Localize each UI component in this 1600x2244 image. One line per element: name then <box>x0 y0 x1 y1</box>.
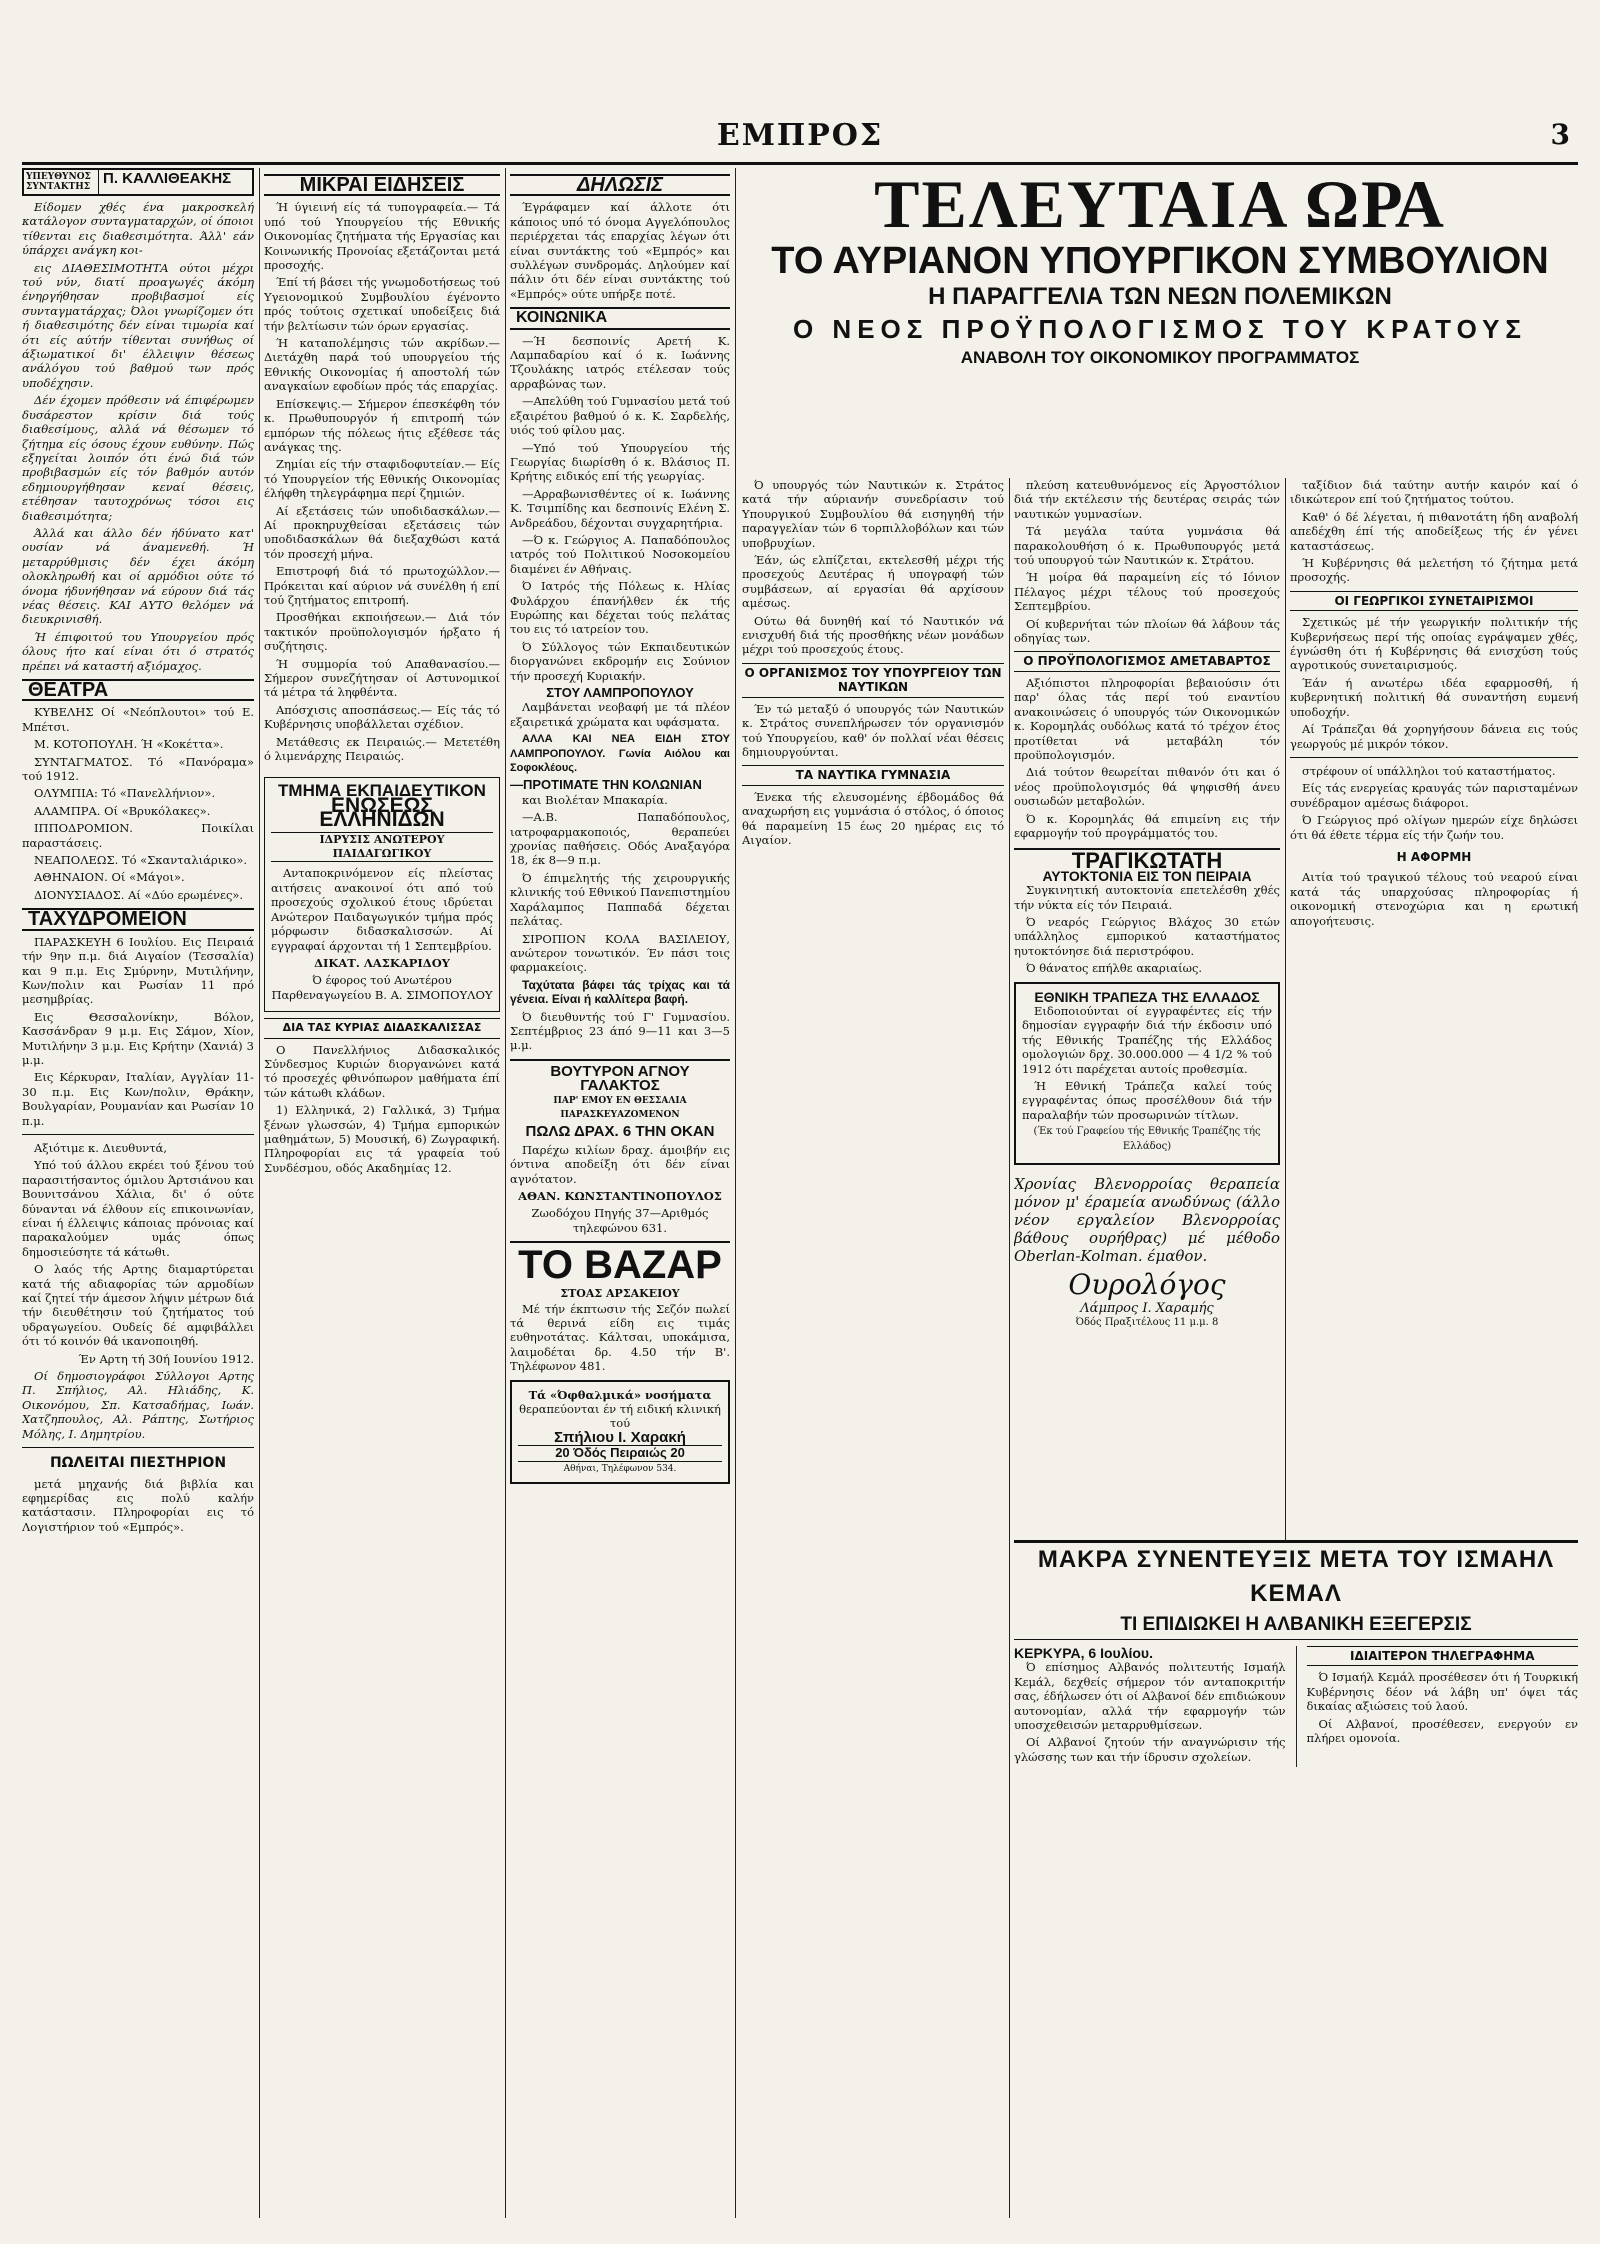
divider <box>22 1447 254 1448</box>
urologist-title: Ουρολόγος <box>1068 1268 1226 1302</box>
telegram-left <box>1014 1646 1286 1767</box>
social-item: —Υπό τού Υπουργείου τής Γεωργίας διωρίσθη ό κ. Βλάσιος Π. Κρήτης ειδικός επί τής γεωργίας. <box>510 440 730 484</box>
urologist-ad <box>1014 1175 1280 1331</box>
letter-paragraph: Υπό τού άλλου εκρέει τού ξένου τού παρασιτήσαντος όμιλου Άρτσιάνου και Βουνιτσάνου Χάλια, δι' ό ούτε δύνανται νά έλθουν είς επικοινωνίαν, είναι ή έλλειψις κάποιας πρόνοιας καί παρακαλούμεν υμάς όπως δημοσιεύσητε τά κάτωθι. <box>22 1158 254 1259</box>
butter-body: Παρέχω κιλίων δραχ. άμοιβήν εις όντινα αποδείξη ότι δέν είναι αγνότατον. <box>510 1142 730 1186</box>
telegram-paragraph: Ό επίσημος Αλβανός πολιτευτής Ισμαήλ Κεμάλ, δεχθείς σήμερον τόν ανταποκριτήν σας, έδήλωσεν ότι οί Αλβανοί δέν επιδιώκουν αυτονομίαν, αλλά τήν εφαρμογήν τών υποσχεθεισών μεταρρυθμίσεων. <box>1014 1660 1286 1733</box>
notice-item: Ό Ιατρός τής Πόλεως κ. Ηλίας Φυλάρχου έπανήλθεν έκ τής Ευρώπης και δέχεται τούς πελάτας του εις τό ιατρείον του. <box>510 579 730 637</box>
theatre-item: ΟΛΥΜΠΙΑ: Τό «Πανελλήνιον». <box>34 786 216 801</box>
latest-hour-title: ΤΕΛΕΥΤΑΙΑ ΩΡΑ <box>874 166 1446 242</box>
divider <box>1290 757 1578 758</box>
article-paragraph: πλεύση κατευθυνόμενος είς Άργοστόλιον διά τήν εκτέλεσιν τής δευτέρας σειράς τών ναυτικών γυμνασίων. <box>1014 478 1280 521</box>
article-paragraph: Ή Κυβέρνησις θά μελετήση τό ζήτημα μετά προσοχής. <box>1290 556 1578 585</box>
news-item: Ζημίαι είς τήν σταφιδοφυτείαν.— Είς τό Υπουργείον τής Εθνικής Οικονομίας έλήφθη τηλεγράφημα περί ζημιών. <box>264 457 500 501</box>
news-item: Έπί τή βάσει τής γνωμοδοτήσεως τού Υγειονομικού Συμβουλίου έγένοντο πρός τούτοις σχετικαί υποδείξεις διά τήν βελτίωσιν τών όρων εργασίας. <box>264 275 500 333</box>
bazar-title: ΤΟ ΒΑΖΑΡ <box>518 1243 722 1288</box>
cause-heading: Η ΑΦΟΡΜΗ <box>1396 849 1472 864</box>
article-paragraph: Τά μεγάλα ταύτα γυμνάσια θά παρακολουθήση ό κ. Πρωθυπουργός μετά τού υπουργού τών Ναυτικών κ. Στράτου. <box>1014 524 1280 568</box>
printing-press-ad-body: μετά μηχανής διά βιβλία και εφημερίδας εις πολύ καλήν κατάστασιν. Πληροφορίαι εις τό Λογιστήριον τού «Εμπρός». <box>22 1476 254 1534</box>
news-item: Μετάθεσις εκ Πειραιώς.— Μετετέθη ό λιμενάρχης Πειραιώς. <box>264 734 500 764</box>
post-item: Εις Θεσσαλονίκην, Βόλον, Κασσάνδραν 9 μ.μ. Εις Σάμον, Χίον, Μυτιλήνην 3 μ.μ. Εις Κρήτην (Χανιά) 3 μ.μ. <box>22 1009 254 1067</box>
article-paragraph: Ή μοίρα θά παραμείνη είς τό Ιόνιον Πέλαγος μέχρι τέλους τού προσεχούς Σεπτεμβρίου. <box>1014 570 1280 614</box>
article-paragraph: Ούτω θά δυνηθή καί τό Ναυτικόν νά ενισχυθή διά τής προσθήκης νέων μονάδων μέχρι τού προσεχούς έτους. <box>742 613 1004 657</box>
column-rule <box>735 168 736 2218</box>
editorial-paragraph: Ή έπιφοιτού του Υπουργείου πρός όλους ήτο καί είναι ότι ό στρατός πρέπει νά καταστή αξιόμαχος. <box>22 629 254 673</box>
headline-council: ΤΟ ΑΥΡΙΑΝΟΝ ΥΠΟΥΡΓΙΚΟΝ ΣΥΜΒΟΥΛΙΟΝ <box>771 240 1549 282</box>
eye-clinic-title: Τά «Όφθαλμικά» νοσήματα <box>528 1387 712 1402</box>
column-1 <box>22 168 254 2218</box>
column-rule <box>1009 478 1010 2218</box>
news-item: Προσθήκαι εκποιήσεων.— Διά τόν τακτικόν προϋπολογισμόν ήρξατο ή συζήτησις. <box>264 610 500 654</box>
lampropoulos-title: ΣΤΟΥ ΛΑΜΠΡΟΠΟΥΛΟΥ <box>546 685 694 700</box>
masthead <box>22 118 1578 165</box>
theatre-item: ΙΠΠΟΔΡΟΜΙΟΝ. Ποικίλαι παραστάσεις. <box>22 821 254 850</box>
editorial-paragraph: εις ΔΙΑΘΕΣΙΜΟΤΗΤΑ ούτοι μέχρι τού νύν, διατί προαγωγές άκόμη ένηργήθησαν προβιβασμοί είς συνταγματάρχας; Όλοι γνωρίζομεν ότι ή διαθεσιμότης δέν είναι τιμωρία καί ότι είς αύτήν τίθενται συνήθως οί άξιωματικοί δι' έλλειψιν θέσεως ανάλόγου τού βαθμού των πρός υποδέχησιν. <box>22 260 254 390</box>
suicide-paragraph: Ό θάνατος επήλθε ακαριαίως. <box>1026 961 1203 976</box>
teachers-heading: ΔΙΑ ΤΑΣ ΚΥΡΙΑΣ ΔΙΔΑΣΚΑΛΙΣΣΑΣ <box>264 1018 500 1038</box>
news-item: Ή ύγιεινή είς τά τυπογραφεία.— Τά υπό τού Υπουργείου τής Εθνικής Οικονομίας ζητήματα τής Εργασίας και Κοινωνικής Προνοίας εξετάζονται μετά προσοχής. <box>264 200 500 273</box>
butter-subtitle: ΠΑΡ' ΕΜΟΥ ΕΝ ΘΕΣΣΑΛΙΑ ΠΑΡΑΣΚΕΥΑΖΟΜΕΝΟΝ <box>553 1095 687 1120</box>
social-item: —Αρραβωνισθέντες οί κ. Ιωάννης Κ. Τσιμπίδης και δεσποινίς Ελένη Σ. Ανδρεάδου, δέχονται συγχαρητήρια. <box>510 486 730 530</box>
column-rule <box>505 168 506 2218</box>
school-ad-director: Ό έφορος τού Ανωτέρου Παρθεναγωγείου Β. Α. ΣΙΜΟΠΟΥΛΟΥ <box>271 973 493 1002</box>
article-paragraph: ταξίδιον διά ταύτην αυτήν καιρόν καί ό ιδικώτερον επί τού ζητήματος τούτου. <box>1290 478 1578 507</box>
cause-body: Αιτία τού τραγικού τέλους τού νεαρού είναι κατά τάς υπαρχούσας πληροφορίας ή οικονομική στενοχώρια και η ερωτική απογοήτευσις. <box>1290 870 1578 928</box>
budget-paragraph: Ό κ. Κορομηλάς θά επιμείνη εις τήν εφαρμογήν τού προγράμματός του. <box>1014 811 1280 840</box>
eye-clinic-address: 20 Όδός Πειραιώς 20 <box>518 1445 722 1461</box>
cologne-body: και Βιολέταν Μπακαρία. <box>522 792 668 807</box>
printing-press-ad-title: ΠΩΛΕΙΤΑΙ ΠΙΕΣΤΗΡΙΟΝ <box>49 1455 227 1472</box>
article-paragraph: στρέφουν οί υπάλληλοι τού καταστήματος. <box>1302 763 1556 778</box>
budget-heading: Ο ΠΡΟΫΠΟΛΟΓΙΣΜΟΣ ΑΜΕΤΑΒΑΡΤΟΣ <box>1014 651 1280 671</box>
letter-date: Έν Αρτη τή 30ή Ιουνίου 1912. <box>78 1351 254 1366</box>
school-ad-subtitle: ΙΔΡΥΣΙΣ ΑΝΩΤΕΡΟΥ ΠΑΙΔΑΓΩΓΙΚΟΥ <box>271 832 493 863</box>
news-item: Επίσκεψις.— Σήμερον έπεσκέφθη τόν κ. Πρωθυπουργόν ή επιτροπή τών εμπόρων τής πόλεως ήτις εξέθεσε τάς ανάγκας της. <box>264 396 500 454</box>
headline-budget: Ο ΝΕΟΣ ΠΡΟΫΠΟΛΟΓΙΣΜΟΣ ΤΟΥ ΚΡΑΤΟΥΣ <box>792 314 1528 344</box>
bazar-subtitle: ΣΤΟΑΣ ΑΡΣΑΚΕΙΟΥ <box>560 1287 680 1301</box>
editorial <box>22 200 254 673</box>
letter-signatories: Οί δημοσιογράφοι Σύλλογοι Αρτης Π. Σπήλιος, Αλ. Ηλιάδης, Κ. Οικονόμου, Σπ. Κατσαδήμας, Ιωάν. Χατζηπουλος, Αλ. Ράπτης, Σωτήριος Μόλης, Ι. Δημητρίου. <box>22 1369 254 1441</box>
news-item: Ή συμμορία τού Απαθανασίου.— Σήμερον συνεζήτησαν οί Αστυνομικοί τά μέτρα τά ληφθέντα. <box>264 656 500 700</box>
article-paragraph: Ό Γεώργιος πρό ολίγων ημερών είχε δηλώσει ότι θά έθετε τέρμα είς τήν ζωήν του. <box>1290 813 1578 842</box>
urologist-text: Χρονίας Βλενορροίας θεραπεία μόνον μ' έραμεία ανωδύνως (άλλο νέον εργαλείον Βλενορροίας βάθους ουρήθρας) μέ μέθοδο Oberlan-Kolman. έμαθον. <box>1014 1175 1280 1266</box>
theatre-item: ΣΥΝΤΑΓΜΑΤΟΣ. Τό «Πανόραμα» τού 1912. <box>22 754 254 784</box>
school-ad-body: Ανταποκρινόμενον είς πλείστας αιτήσεις ανακοινοί ότι από τού προσεχούς σχολικού έτους ιδρύεται Ανώτερον Παιδαγωγικόν τμήμα πρός μόρφωσιν διδασκαλισσών. Αί εγγραφαί άρχονται τή 1 Σεπτεμβρίου. <box>271 866 493 953</box>
lampropoulos-body: Λαμβάνεται νεοβαφή με τά πλέον εξαιρετικά χρώματα και υφάσματα. <box>510 700 730 729</box>
budget-paragraph: Αξιόπιστοι πληροφορίαι βεβαιούσιν ότι παρ' όλας τάς περί τού εναντίου ανακοινώσεις ό υπουργός τών Οικονομικών κ. Κορομηλάς ουδόλως κατά τό τρέχον έτος προτίθεται νά μεταβάλη τόν προϋπολογισμόν. <box>1014 675 1280 762</box>
cooperatives-paragraph: Σχετικώς μέ τήν γεωργικήν πολιτικήν τής Κυβερνήσεως περί τής οποίας εγράψαμεν χθές, έγνώσθη ότι ή Κυβέρνησις θά ενισχύση τούς αγροτικούς συνεταιρισμούς. <box>1290 615 1578 673</box>
theatre-item: ΔΙΟΝΥΣΙΑΔΟΣ. Αί «Δύο ερωμένες». <box>34 887 244 902</box>
article-paragraph: Έάν, ώς ελπίζεται, εκτελεσθή μέχρι τής προσεχούς Δευτέρας ή υπογραφή τών συμβάσεων, αί εργασίαι θά αρχίσουν αμέσως. <box>742 553 1004 611</box>
school-notice: Ό διευθυντής τού Γ' Γυμνασίου. Σεπτέμβριος 23 άπό 9—11 και 3—5 μ.μ. <box>510 1009 730 1053</box>
albanian-uprising-headline: ΤΙ ΕΠΙΔΙΩΚΕΙ Η ΑΛΒΑΝΙΚΗ ΕΞΕΓΕΡΣΙΣ <box>1014 1611 1578 1640</box>
editor-label: ΥΠΕΥΘΥΝΟΣ ΣΥΝΤΑΚΤΗΣ <box>24 170 99 194</box>
telegram-paragraph: Ό Ισμαήλ Κεμάλ προσέθεσεν ότι ή Τουρκική Κυβέρνησις δέον νά λάβη υπ' όψει τάς δικαίας αξιώσεις τού λαού. <box>1306 1670 1578 1714</box>
telegram-heading: ΙΔΙΑΙΤΕΡΟΝ ΤΗΛΕΓΡΑΦΗΜΑ <box>1307 1646 1579 1666</box>
news-item: Επιστροφή διά τό πρωτοχώλλον.— Πρόκειται καί αύριον νά συνέλθη ή επί τού ζητήματος επιτροπή. <box>264 564 500 607</box>
page-number: 3 <box>1550 118 1570 151</box>
theatre-list <box>22 705 254 902</box>
divider <box>22 1134 254 1135</box>
ismail-kemal-article <box>1014 1540 1578 2223</box>
school-ad <box>264 777 500 1012</box>
suicide-paragraph: Συγκινητική αυτοκτονία επετελέσθη χθές τήν νύκτα είς τόν Πειραιά. <box>1014 883 1280 912</box>
school-ad-title: ΤΜΗΜΑ ΕΚΠΑΙΔΕΥΤΙΚΟΝ <box>278 781 486 801</box>
suicide-article <box>1014 848 1280 975</box>
suicide-paragraph: Ό νεαρός Γεώργιος Βλάχος 30 ετών υπάλληλος εμπορικού καταστήματος ηυτοκτόνησε διά περιστρόφου. <box>1014 914 1280 958</box>
national-bank-notice <box>1014 982 1280 1165</box>
cola-ad: ΣΙΡΟΠΙΟΝ ΚΟΛΑ ΒΑΣΙΛΕΙΟΥ, ανώτερον τονωτικόν. Έν πάσι τοις φαρμακείοις. <box>510 931 730 975</box>
social-item: —Απελύθη τού Γυμνασίου μετά τού εξαιρέτου βαθμού ό κ. Κ. Σαρδελής, υιός τού φίλου μας. <box>510 394 730 438</box>
telegram-place: ΚΕΡΚΥΡΑ, 6 Ιουλίου. <box>1014 1645 1153 1661</box>
butter-seller: ΑΘΑΝ. ΚΩΝΣΤΑΝΤΙΝΟΠΟΥΛΟΣ <box>518 1189 722 1203</box>
declaration-body: Έγράφαμεν καί άλλοτε ότι κάποιος υπό τό όνομα Αγγελόπουλος περιέρχεται τάς επαρχίας λέγων ότι είναι συντάκτης τού «Εμπρός» και συλλέγων συνδρομάς. Δηλούμεν καί πάλιν ότι δέν είναι συντάκτης τού «Εμπρός» ούτε υπήρξε ποτέ. <box>510 200 730 301</box>
article-paragraph: Ό υπουργός τών Ναυτικών κ. Στράτος κατά τήν αύριανήν συνεδρίασιν τού Υπουργικού Συμβουλίου θά εισηγηθή τήν παραγγελίαν τών 6 τορπιλλοβόλων και τών υποβρυχίων. <box>742 478 1004 550</box>
social-item: —Ή δεσποινίς Αρετή Κ. Λαμπαδαρίου καί ό κ. Ιωάννης Τζουλάκης ιατρός ετέλεσαν τούς αρραβώνας των. <box>510 333 730 391</box>
letter-paragraph: Ο λαός τής Αρτης διαμαρτύρεται κατά τής αδιαφορίας τών αρμοδίων καί ζητεί τήν άμεσον λήψιν μέτρων διά τήν διευθέτησιν τού ζητήματος τού υδραγωγείου. Ουδείς δέ αμφιβάλλει ότι τό κοινόν θά ικανοποιηθή. <box>22 1262 254 1349</box>
telegram-paragraph: Οί Αλβανοί ζητούν τήν αναγνώρισιν τής γλώσσης των και τήν ίδρυσιν σχολείων. <box>1014 1735 1286 1764</box>
budget-paragraph: Διά τούτον θεωρείται πιθανόν ότι και ό νέος προϋπολογισμός θά ψηφισθή άνευ ουσιωδών μεταβολών. <box>1014 765 1280 809</box>
newspaper-name: ΕΜΠΡΟΣ <box>716 118 884 153</box>
editorial-paragraph: Είδομεν χθές ένα μακροσκελή κατάλογον συνταγματαρχών, οί όποιοι τίθενται εις διαθεσιμότητα. Άλλ' εάν ύπάρχει ανάγκη κοι- <box>22 200 254 258</box>
cologne-title: —ΠΡΟΤΙΜΑΤΕ ΤΗΝ ΚΟΛΩΝΙΑΝ <box>510 777 702 793</box>
butter-address: Ζωοδόχου Πηγής 37—Αριθμός τηλεφώνου 631. <box>531 1206 709 1235</box>
telegram-paragraph: Οί Αλβανοί, προσέθεσεν, ενεργούν εν πλήρει ομονοία. <box>1306 1716 1578 1746</box>
bank-source: (Έκ τού Γραφείου τής Εθνικής Τραπέζης τής Ελλάδος) <box>1033 1126 1261 1152</box>
eye-clinic-phone: Αθήναι, Τηλέφωνον 534. <box>563 1463 677 1474</box>
column-4 <box>742 478 1004 2218</box>
short-news-heading: ΜΙΚΡΑΙ ΕΙΔΗΣΕΙΣ <box>264 174 500 196</box>
teachers-paragraph: 1) Ελληνικά, 2) Γαλλικά, 3) Τμήμα ξένων γλωσσών, 4) Τμήμα εμπορικών μαθημάτων, 5) Μουσική, 6) Ζωγραφική. Πληροφορίαι εις τά γραφεία τού Συνδέσμου, οδός Ακαδημίας 12. <box>264 1103 500 1175</box>
editor-box <box>22 168 254 196</box>
post-heading: ΤΑΧΥΔΡΟΜΕΙΟΝ <box>22 908 254 930</box>
butter-ad <box>510 1059 730 1235</box>
article-paragraph: Καθ' ό δέ λέγεται, ή πιθανοτάτη ήδη αναβολή απεδέχθη έπί τής αποδείξεως τής έν γένει καταστάσεως. <box>1290 509 1578 553</box>
ismail-kemal-headline: ΜΑΚΡΑ ΣΥΝΕΝΤΕΥΞΙΣ ΜΕΤΑ ΤΟΥ ΙΣΜΑΗΛ ΚΕΜΑΛ <box>1037 1546 1555 1607</box>
eye-clinic-ad <box>510 1380 730 1484</box>
bank-paragraph: Ή Εθνική Τράπεζα καλεί τούς εγγραφέντας όπως προσέλθουν διά τήν παραλαβήν τών προσωρινών τίτλων. <box>1022 1079 1272 1122</box>
bazar-body: Μέ τήν έκπτωσιν τής Σεζόν πωλεί τά θερινά είδη εις τιμάς ευθηνοτάτας. Κάλτσαι, υποκάμισα, λαιμοδέται δρ. 4.50 τήν Β'. Τηλέφωνον 481. <box>510 1301 730 1374</box>
post-item: ΠΑΡΑΣΚΕΥΗ 6 Ιουλίου. Εις Πειραιά τήν 9ην π.μ. διά Αιγαίον (Τεσσαλία) και 9 π.μ. Εις Σμύρνην, Μυτιλήνην, Κων/πολιν και Ρωσίαν 11 πρό μεσημβρίας. <box>22 934 254 1007</box>
butter-title: ΒΟΥΤΥΡΟΝ ΑΓΝΟΥ ΓΑΛΑΚΤΟΣ <box>550 1062 690 1095</box>
theatre-item: ΚΥΒΕΛΗΣ Οί «Νεόπλουτοι» τού Ε. Μπέτσι. <box>22 705 254 734</box>
bank-title: ΕΘΝΙΚΗ ΤΡΑΠΕΖΑ ΤΗΣ ΕΛΛΑΔΟΣ <box>1034 988 1260 1005</box>
social-heading: ΚΟΙΝΩΝΙΚΑ <box>510 307 730 329</box>
theatre-item: ΝΕΑΠΟΛΕΩΣ. Τό «Σκανταλιάρικο». <box>34 853 248 868</box>
article-paragraph: Είς τάς ενεργείας κραυγάς τών παρισταμένων συνέδραμον αμέσως διάφοροι. <box>1290 781 1578 810</box>
theatre-item: ΑΘΗΝΑΙΟΝ. Οί «Μάγοι». <box>34 870 185 885</box>
theatre-heading: ΘΕΑΤΡΑ <box>22 679 254 701</box>
teachers-paragraph: Ο Πανελλήνιος Διδασκαλικός Σύνδεσμος Κυριών διοργανώνει κατά τό προσεχές φθινόπωρον μαθήματα έπί τών κάτωθι κλάδων. <box>264 1042 500 1100</box>
news-item: Απόσχισις αποσπάσεως.— Είς τάς τό Κυβέρνησις υποβάλλεται σχέδιον. <box>264 702 500 732</box>
article-paragraph: Οί κυβερνήται τών πλοίων θά λάβουν τάς οδηγίας των. <box>1014 616 1280 646</box>
suicide-title: ΤΡΑΓΙΚΩΤΑΤΗ <box>1071 848 1223 874</box>
news-item: Αί εξετάσεις τών υποδιδασκάλων.— Αί προκηρυχθείσαι εξετάσεις τών υποδιδασκάλων θά διεξαχθώσι κατά τόν προσεχή μήνα. <box>264 503 500 561</box>
butter-price: ΠΩΛΩ ΔΡΑΧ. 6 ΤΗΝ ΟΚΑΝ <box>525 1123 715 1141</box>
hair-dye-ad: Ταχύτατα βάφει τάς τρίχας και τά γένεια. Είναι ή καλλίτερα βαφή. <box>510 977 730 1007</box>
post-item: Εις Κέρκυραν, Ιταλίαν, Αγγλίαν 11-30 π.μ. Εις Κων/πολιν, Θράκην, Βουλγαρίαν, Ρουμανίαν και Ρωσίαν 10 π.μ. <box>22 1070 254 1128</box>
eye-clinic-body: θεραπεύονται έν τή ειδική κλινική τού <box>519 1402 721 1431</box>
cooperatives-paragraph: Έάν ή ανωτέρω ιδέα εφαρμοσθή, ή κυβερνητική πολιτική θά συναντήση ευμενή υποδοχήν. <box>1290 675 1578 719</box>
column-2 <box>264 168 500 2218</box>
school-ad-director-label: ΔΙΚΑΤ. ΛΑΣΚΑΡΙΔΟΥ <box>314 955 450 970</box>
declaration-heading: ΔΗΛΩΣΙΣ <box>510 174 730 196</box>
ministry-org-body: Έν τώ μεταξύ ό υπουργός τών Ναυτικών κ. Στράτος συνεπλήρωσεν τόν οργανισμόν τού Υπουργείου, καθ' όν πολλαί νέαι θέσεις δημιουργούνται. <box>742 701 1004 759</box>
cooperatives-paragraph: Αί Τράπεζαι θά χορηγήσουν δάνεια εις τούς γεωργούς μέ μικρόν τόκον. <box>1290 722 1578 751</box>
surgeon-ad: Ό έπιμελητής τής χειρουργικής κλινικής τού Εθνικού Πανεπιστημίου Χαράλαμπος Παππαδά δέχεται πελάτας. <box>510 870 730 929</box>
editorial-paragraph: Άλλά και άλλο δέν ήδύνατο κατ' ουσίαν νά άναμενεθή. Ή μεταρρύθμισις δέν έχει άκόμη ολοκληρωθή και οί αρμόδιοι ούτε τό όνομα ήδυνήθησαν νά εύρουν διά τάς νέας θέσεις. ΚΑΙ ΑΥΤΟ θελόμεν νά διευκρινισθή. <box>22 525 254 627</box>
suicide-subtitle: ΑΥΤΟΚΤΟΝΙΑ ΕΙΣ ΤΟΝ ΠΕΙΡΑΙΑ <box>1042 867 1252 884</box>
notice-item: Ό Σύλλογος τών Εκπαιδευτικών διοργανώνει εκδρομήν εις Σούνιον τήν προσεχή Κυριακήν. <box>510 639 730 683</box>
main-headline-block <box>742 168 1578 468</box>
headline-warships: Η ΠΑΡΑΓΓΕΛΙΑ ΤΩΝ ΝΕΩΝ ΠΟΛΕΜΙΚΩΝ <box>928 283 1392 310</box>
social-item: —Ό κ. Γεώργιος Α. Παπαδόπουλος ιατρός τού Πολιτικού Νοσοκομείου διαμένει έν Αθήναις. <box>510 532 730 576</box>
cooperatives-heading: ΟΙ ΓΕΩΡΓΙΚΟΙ ΣΥΝΕΤΑΙΡΙΣΜΟΙ <box>1290 591 1578 611</box>
bazar-ad <box>510 1241 730 1373</box>
headline-postponement: ΑΝΑΒΟΛΗ ΤΟΥ ΟΙΚΟΝΟΜΙΚΟΥ ΠΡΟΓΡΑΜΜΑΤΟΣ <box>960 348 1360 367</box>
column-rule <box>1296 1646 1297 1767</box>
column-rule <box>259 168 260 2218</box>
telegram-right <box>1307 1646 1579 1767</box>
lampropoulos-sub: ΑΛΛΑ ΚΑΙ ΝΕΑ ΕΙΔΗ ΣΤΟΥ ΛΑΜΠΡΟΠΟΥΛΟΥ. Γωνία Αιόλου και Σοφοκλέους. <box>510 733 730 775</box>
ministry-org-heading: Ο ΟΡΓΑΝΙΣΜΟΣ ΤΟΥ ΥΠΟΥΡΓΕΙΟΥ ΤΩΝ ΝΑΥΤΙΚΩΝ <box>742 663 1004 698</box>
editor-name: Π. ΚΑΛΛΙΘΕΑΚΗΣ <box>103 170 232 187</box>
doctor-ad: —Α.Β. Παπαδόπουλος, ιατροφαρμακοποιός, θεραπεύει χρονίας παθήσεις. Οδός Αναξαγόρα 18, έκ 8—9 π.μ. <box>510 810 730 868</box>
column-3 <box>510 168 730 2218</box>
urologist-address: Όδός Πραξιτέλους 11 μ.μ. 8 <box>1075 1317 1219 1329</box>
news-item: Ή καταπολέμησις τών ακρίδων.— Διετάχθη παρά τού υπουργείου τής Εθνικής Οικονομίας ή αποστολή τών αναγκαίων εφοδίων πρός τάς επαρχίας. <box>264 336 500 394</box>
theatre-item: ΑΛΑΜΠΡΑ. Οί «Βρυκόλακες». <box>34 803 211 818</box>
editorial-paragraph: Δέν έχομεν πρόθεσιν νά έπιφέρωμεν δυσάρεστον κρίσιν διά τούς διαθεσίμους, αλλά νά θέσωμεν τό ζήτημα είς όσους έχουν ευθύνην. Πώς εξηγείται λοιπόν ότι ένώ διά τών προβιβασμών είς τόν βαθμόν αυτόν εδημιουργήθησαν κεναί θέσεις, ετέθησαν ταυτοχρόνως τόσοι εις διαθεσιμότητα; <box>22 393 254 523</box>
urologist-name: Λάμπρος Ι. Χαραμής <box>1080 1301 1214 1317</box>
eye-clinic-doctor: Σπήλιου Ι. Χαρακή <box>554 1428 686 1446</box>
theatre-item: Μ. ΚΟΤΟΠΟΥΛΗ. Ή «Κοκέττα». <box>34 737 224 752</box>
school-ad-title: ΕΝΩΣΕΩΣ ΕΛΛΗΝΙΔΩΝ <box>319 793 445 832</box>
naval-exercises-body: Ένεκα τής ελευσομένης έβδομάδος θά αναχωρήση εις γυμνάσια ό στόλος, ό όποιος θά παραμείνη 15 έως 20 ημέρας εις τό Αιγαίον. <box>742 789 1004 847</box>
naval-exercises-heading: ΤΑ ΝΑΥΤΙΚΑ ΓΥΜΝΑΣΙΑ <box>742 765 1004 785</box>
bank-paragraph: Ειδοποιούνται οί εγγραφέντες είς τήν δημοσίαν εγγραφήν διά τήν έκδοσιν υπό τής Εθνικής Τραπέζης τής Ελλάδος ομολογιών δρχ. 30.000.000 — 4 1/2 % τού 1912 ότι παρέχεται αυτοίς προθεσμία. <box>1022 1004 1272 1076</box>
letter-paragraph: Αξιότιμε κ. Διευθυντά, <box>34 1140 167 1155</box>
